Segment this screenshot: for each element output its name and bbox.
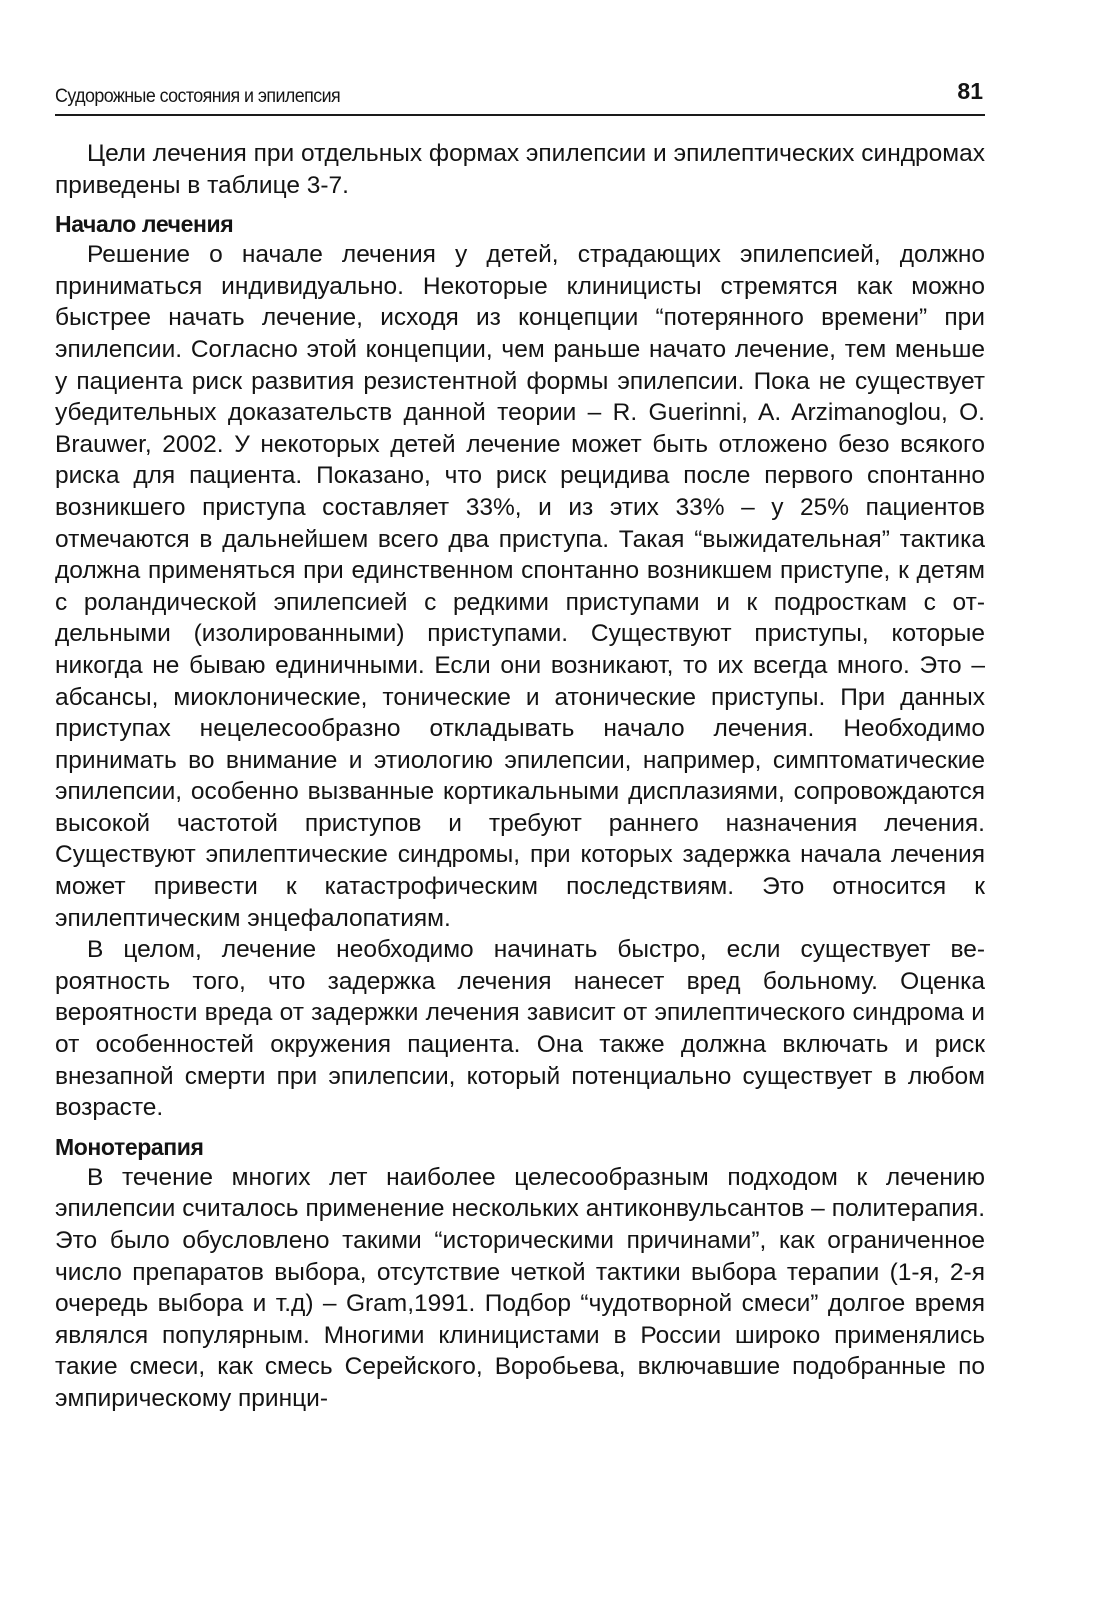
running-title: Судорожные состояния и эпилепсия [55,86,341,107]
paragraph-intro: Цели лечения при отдельных формах эпилепсии и эпилептических синдромах приведены в таблице 3-7. [55,140,985,199]
running-header [55,78,985,116]
paragraph-monotherapy: В течение многих лет наиболее целесообразным подходом к лечению эпилепсии считалось применение нескольких антиконвульсантов – политерапия. Это было обусловлено такими “историческими причинами”, как ограниченное число препаратов выбора, отсутствие четкой тактики выбора терапии (1-я, 2-я очередь выбора и т.д) – Gram,1991. Подбор “чудотворной смеси” долгое время являлся популярным. Многими клиницистами в России широко применялись такие смеси, как смесь Серейского, Воробьева, включавшие подобранные по эмпирическому принци- [55,1163,985,1412]
page-body [55,138,985,1415]
section-heading-monotherapy: Монотерапия [55,1133,204,1160]
paragraph-treatment-general: В целом, лечение необходимо начинать быстро, если существует вероятность того, что задержка лечения нанесет вред больному. Оценка вероятности вреда от задержки лечения зависит от эпилептического синдрома и от особенностей окружения пациента. Она также должна включать и риск внезапной смерти при эпилепсии, который потенциально существует в любом возрасте. [55,936,985,1122]
paragraph-treatment-start: Решение о начале лечения у детей, страдающих эпилепсией, должно приниматься индивидуально. Некоторые клиницисты стремятся как можно быстрее начать лечение, исходя из концепции “потерянного времени” при эпилепсии. Согласно этой концепции, чем раньше начато лечение, тем меньше у пациента риск развития резистентной формы эпилепсии. Пока не существует убедительных доказательств данной теории – R. Guerinni, A. Arzimanoglou, O. Brauwer, 2002. У некоторых детей лечение может быть отложено безо всякого риска для пациента. Показано, что риск рецидива после первого спонтанно возникшего приступа составляет 33%, и из этих 33% – у 25% пациентов отмечаются в дальнейшем всего два приступа. Такая “выжидательная” тактика должна применяться при единственном спонтанно возникшем приступе, к детям с роландической эпилепсией с редкими приступами и к подросткам с отдельными (изолированными) приступами. Существуют приступы, которые никогда не бываю единичными. Если они возникают, то их всегда много. Это – абсансы, миоклонические, тонические и атонические приступы. При данных приступах нецелесообразно откладывать начало лечения. Необходимо принимать во внимание и этиологию эпилепсии, например, симптоматические эпилепсии, особенно вызванные кортикальными дисплазиями, сопровождаются высокой частотой приступов и требуют раннего назначения лечения. Существуют эпилептические синдромы, при которых задержка начала лечения может привести к катастрофическим последствиям. Это относится к эпилептическим энцефалопатиям. [55,241,985,932]
page-number: 81 [957,78,983,104]
section-heading-treatment-start: Начало лечения [55,211,234,238]
